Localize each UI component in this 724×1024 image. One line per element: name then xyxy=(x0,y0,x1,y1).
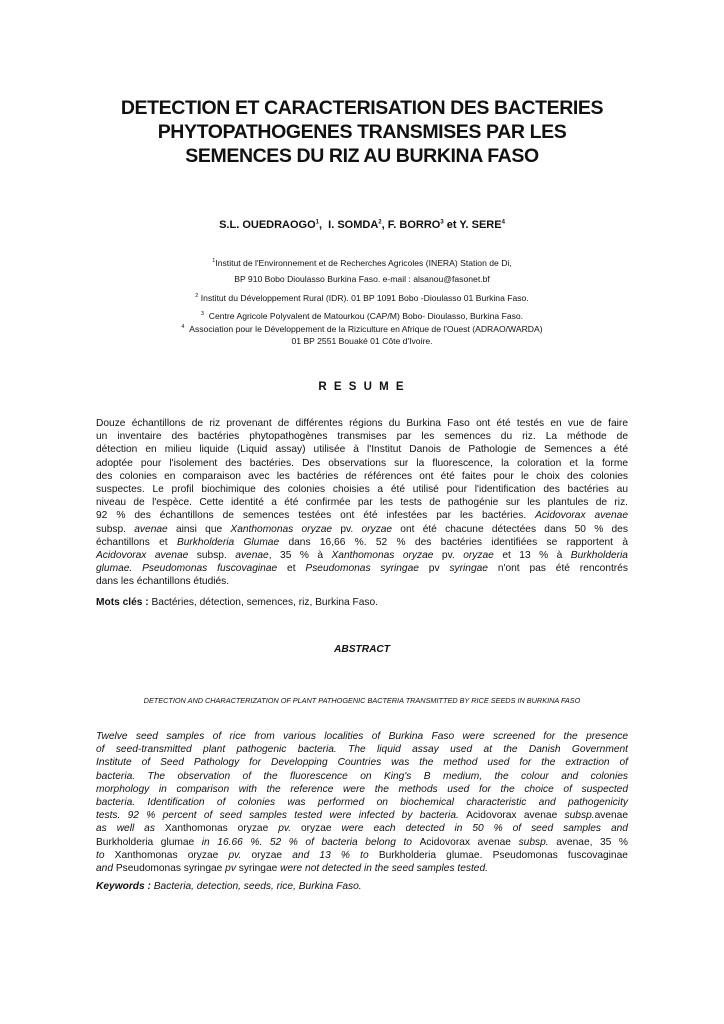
mots-cles-label: Mots clés : xyxy=(96,597,149,608)
author-affiliation-mark: 1 xyxy=(315,219,319,226)
resume-heading: R E S U M E xyxy=(318,381,406,393)
abstract-paragraph xyxy=(96,730,628,875)
abstract-line: of seed-transmitted plant pathogenic bacteria. The liquid assay used at the Danish Government xyxy=(96,744,628,756)
abstract-line: Twelve seed samples of rice from various localities of Burkina Faso were screened for the presence xyxy=(96,731,628,742)
affiliation-text: Centre Agricole Polyvalent de Matourkou (CAP/M) Bobo- Dioulasso, Burkina Faso. xyxy=(208,310,524,321)
resume-line: adoptée pour l'isolement des bactéries. Des observations sur la fluorescence, la coloration et la forme xyxy=(96,457,628,469)
abstract-line: morphology in comparison with the reference were the methods used for the choice of suspected xyxy=(96,783,628,795)
resume-line: subsp. avenae ainsi que Xanthomonas oryzae pv. oryzae ont été chacune détectées dans 50 % des xyxy=(96,523,628,535)
author-list: S.L. OUEDRAOGO$^1$, I. SOMDA$^2$, F. BORRO$^3$ et Y. SERE$^4$ xyxy=(219,219,505,231)
abstract-line: Institute of Seed Pathology for Developping Countries was the method used for the extraction of xyxy=(96,757,628,769)
resume-line: échantillons et Burkholderia Glumae dans 16,66 %. 52 % des bactéries identifiées se rapportent à xyxy=(96,536,628,548)
abstract-heading: ABSTRACT xyxy=(333,644,391,655)
abstract-line: bacteria. The observation of the fluorescence on King's B medium, the colour and colonies xyxy=(96,770,628,782)
affiliation-1 xyxy=(0,255,724,285)
affiliation-text: 01 BP 2551 Bouaké 01 Côte d'Ivoire. xyxy=(291,335,433,346)
abstract-line: and Pseudomonas syringae pv syringae were not detected in the seed samples tested. xyxy=(96,862,488,874)
author-affiliation-mark: 4 xyxy=(501,219,505,226)
abstract-line: tests. 92 % percent of seed samples tested were infected by bacteria. Acidovorax avenae subsp.avenae xyxy=(96,810,628,822)
resume-line: Acidovorax avenae subsp. avenae, 35 % à Xanthomonas oryzae pv. oryzae et 13 % à Burkholderia xyxy=(96,549,628,561)
english-title: DETECTION AND CHARACTERIZATION OF PLANT PATHOGENIC BACTERIA TRANSMITTED BY RICE SEEDS IN BURKINA FASO xyxy=(143,696,581,705)
affiliation-2 xyxy=(0,290,724,304)
abstract-line: Burkholderia glumae in 16.66 %. 52 % of bacteria belong to Acidovorax avenae subsp. avenae, 35 % xyxy=(96,836,628,848)
paper-title xyxy=(60,96,664,168)
affiliation-mark: 4 xyxy=(181,324,185,330)
affiliation-3 xyxy=(0,308,724,322)
keywords-label: Keywords : xyxy=(96,881,151,892)
author-name: S.L. OUEDRAOGO xyxy=(219,219,316,231)
keywords-text: Bacteria, detection, seeds, rice, Burkina Faso. xyxy=(153,881,362,892)
resume-paragraph xyxy=(96,417,628,588)
title-line-1: DETECTION ET CARACTERISATION DES BACTERIES xyxy=(120,97,604,119)
resume-line: Douze échantillons de riz provenant de différentes régions du Burkina Faso ont été testés en vue de faire xyxy=(96,418,628,429)
resume-line: détection en milieu liquide (Liquid assay) utilisée à l'Institut Danois de Pathologie de Semences a été xyxy=(96,444,628,456)
title-line-2: PHYTOPATHOGENES TRANSMISES PAR LES xyxy=(157,121,567,143)
affiliation-text: Institut du Développement Rural (IDR). 01 BP 1091 Bobo -Dioulasso 01 Burkina Faso. xyxy=(200,292,529,303)
author-name: Y. SERE xyxy=(459,219,502,231)
author-name: F. BORRO xyxy=(387,219,441,231)
resume-line: niveau de l'espèce. Cette identité a été confirmée par les tests de pathogénie sur les plantules de riz. xyxy=(96,497,628,509)
abstract-line: to Xanthomonas oryzae pv. oryzae and 13 % to Burkholderia glumae. Pseudomonas fuscovaginae xyxy=(96,849,628,861)
resume-line: un inventaire des bactéries phytopathogènes transmises par les semences du riz. La méthode de xyxy=(96,431,628,443)
resume-line: dans les échantillons étudiés. xyxy=(96,576,230,588)
affiliation-mark: 1 xyxy=(212,258,216,264)
affiliation-4 xyxy=(0,321,724,347)
keywords xyxy=(96,881,362,892)
affiliation-text: BP 910 Bobo Dioulasso Burkina Faso. e-mail : alsanou@fasonet.bf xyxy=(234,273,490,284)
abstract-line: as well as Xanthomonas oryzae pv. oryzae were each detected in 50 % of seed samples and xyxy=(96,823,628,835)
resume-line: glumae. Pseudomonas fuscovaginae et Pseudomonas syringae pv syringae n'ont pas été rencontrés xyxy=(96,563,628,575)
affiliation-text: Association pour le Développement de la Riziculture en Afrique de l'Ouest (ADRAO/WARDA) xyxy=(189,323,543,334)
abstract-line: bacteria. Identification of colonies was performed on biochemical characteristic and pathogenicity xyxy=(96,796,628,808)
affiliation-mark: 3 xyxy=(200,311,204,317)
title-line-3: SEMENCES DU RIZ AU BURKINA FASO xyxy=(185,145,539,167)
author-name: I. SOMDA xyxy=(328,219,379,231)
author-affiliation-mark: 3 xyxy=(440,219,444,226)
affiliation-text: Institut de l'Environnement et de Recherches Agricoles (INERA) Station de Di, xyxy=(215,257,512,268)
author-affiliation-mark: 2 xyxy=(378,219,382,226)
resume-line: suspectes. Le profil biochimique des colonies choisies a été utilisé pour l'identification des bactéries au xyxy=(96,483,628,495)
affiliation-mark: 2 xyxy=(195,293,199,299)
resume-line: des colonies en comparaison avec les bactéries de références ont été faites pour le choix des colonies xyxy=(96,470,628,482)
mots-cles-text: Bactéries, détection, semences, riz, Burkina Faso. xyxy=(151,597,378,608)
mots-cles xyxy=(96,597,378,608)
resume-line: 92 % des échantillons de semences testées ont été infestées par les bactéries. Acidovorax avenae xyxy=(96,510,628,522)
